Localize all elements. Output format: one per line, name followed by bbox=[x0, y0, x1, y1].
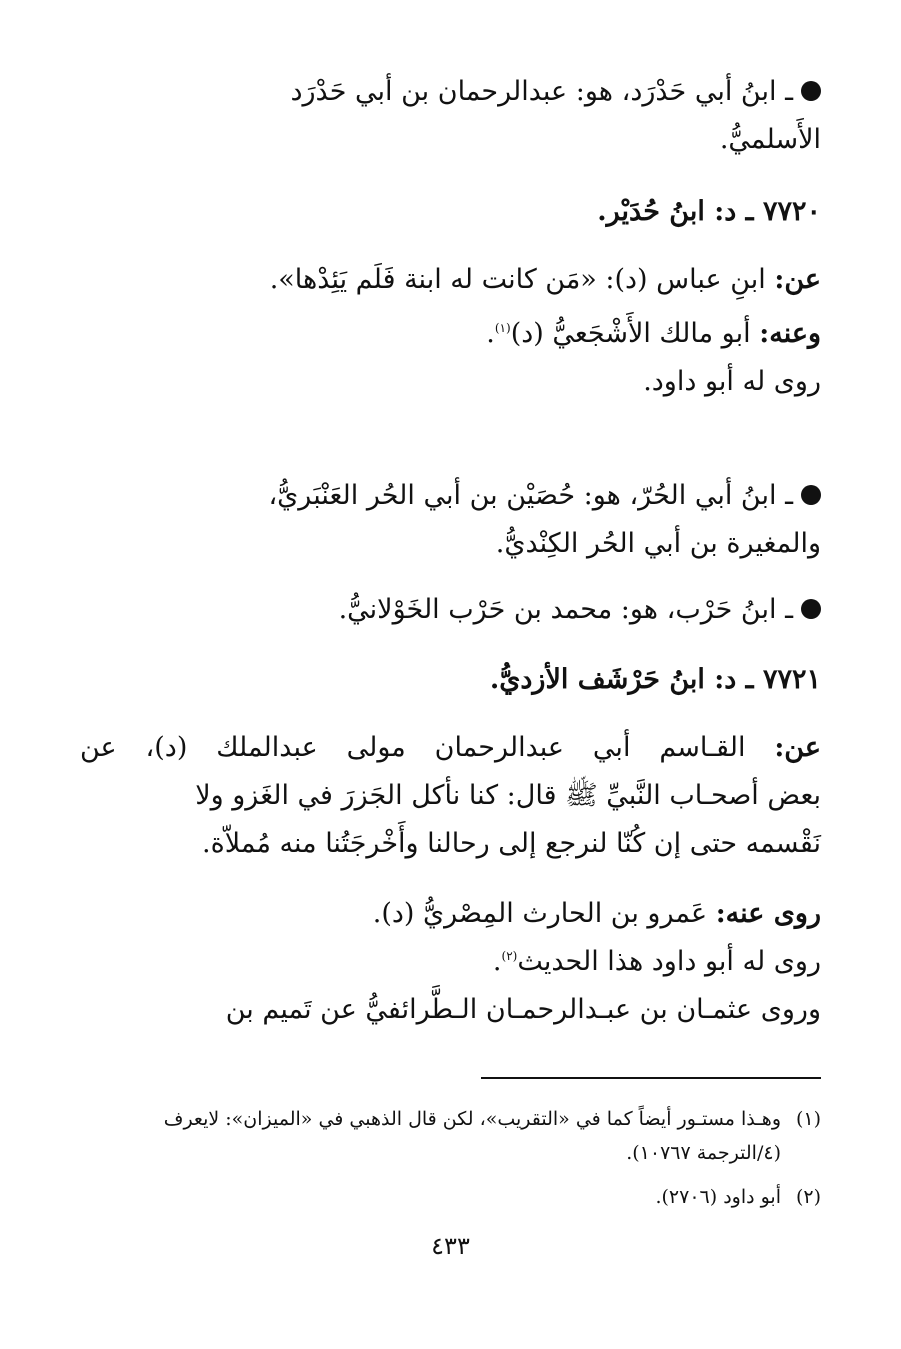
footnote-1-cont: (٤/الترجمة ١٠٧٦٧). bbox=[626, 1142, 781, 1164]
rawa-line: وروى عثمـان بن عبـدالرحمـان الـطَّرائفيُّ عن تَميم بن bbox=[225, 994, 821, 1025]
footnotes bbox=[80, 1102, 821, 1214]
footnote-ref[interactable]: (١) bbox=[494, 321, 511, 335]
entry-ibn-abi-al-hurr bbox=[80, 472, 821, 568]
entry-line: ـ ابنُ أبي حَدْرَد، هو: عبدالرحمان بن أبي حَدْرَد bbox=[80, 68, 821, 116]
footnote-number: (١) bbox=[795, 1108, 821, 1130]
bullet-icon bbox=[801, 599, 821, 619]
an-line: عن: القـاسم أبي عبدالرحمان مولى عبدالملك (د)، عن bbox=[80, 732, 821, 763]
an-label: عن: bbox=[774, 732, 821, 763]
entry-line: الأَسلميُّ. bbox=[719, 124, 821, 155]
footnote-1: (١)وهـذا مستـور أيضاً كما في «التقريب»، لكن قال الذهبي في «الميزان»: لايعرف bbox=[80, 1102, 821, 1136]
anhu-line: وعنه: أبو مالك الأَشْجَعيُّ (د)$^{(١)}$. bbox=[486, 318, 821, 349]
footnote-ref[interactable]: (٢) bbox=[501, 949, 518, 963]
rawa-line: روى له أبو داود هذا الحديث$^{(٢)}$. bbox=[492, 946, 821, 977]
entry-line: ـ ابنُ أبي الحُرّ، هو: حُصَيْن بن أبي الحُر العَنْبَريُّ، bbox=[80, 472, 821, 520]
an-label: عن: bbox=[774, 264, 821, 295]
an-line: نَقْسمه حتى إن كُنّا لنرجع إلى رحالنا وأَخْرجَتُنا منه مُملاّة. bbox=[202, 828, 821, 859]
entry-7720 bbox=[80, 188, 821, 236]
footnote-2: (٢)أبو داود (٢٧٠٦). bbox=[80, 1180, 821, 1214]
rawa-anhu-line: روى عنه: عَمرو بن الحارث المِصْريُّ (د). bbox=[372, 898, 821, 929]
entry-7721 bbox=[80, 656, 821, 704]
an-line bbox=[80, 256, 821, 304]
entry-heading: ٧٧٢٠ ـ د: ابنُ حُدَيْر. bbox=[597, 196, 821, 227]
entry-7720-body bbox=[80, 256, 821, 406]
anhu-text: أبو مالك الأَشْجَعيُّ (د) bbox=[510, 318, 751, 349]
entry-7721-body bbox=[80, 724, 821, 868]
an-line: بعض أصحـاب النَّبيِّ ﷺ قال: كنا نأكل الجَزرَ في الغَزو ولا bbox=[195, 780, 821, 811]
bullet-icon bbox=[801, 485, 821, 505]
entry-ibn-abi-hadrad bbox=[80, 68, 821, 164]
entry-ibn-harb bbox=[80, 586, 821, 634]
page-number: ٤٣٣ bbox=[431, 1232, 470, 1260]
footnote-number: (٢) bbox=[795, 1186, 821, 1208]
anhu-label: وعنه: bbox=[759, 318, 821, 349]
entry-line: والمغيرة بن أبي الحُر الكِنْديُّ. bbox=[495, 528, 821, 559]
bullet-icon bbox=[801, 81, 821, 101]
entry-7721-riwaya bbox=[80, 890, 821, 1034]
entry-heading: ٧٧٢١ ـ د: ابنُ حَرْشَف الأزديُّ. bbox=[489, 664, 821, 695]
rawa-label: روى عنه: bbox=[715, 898, 821, 929]
an-text: ابنِ عباس (د): «مَن كانت له ابنة فَلَم يَئِدْها». bbox=[269, 264, 766, 295]
footnote-separator bbox=[481, 1077, 821, 1079]
entry-line: ـ ابنُ حَرْب، هو: محمد بن حَرْب الخَوْلانيُّ. bbox=[80, 586, 821, 634]
rawa-line: روى له أبو داود. bbox=[643, 366, 821, 397]
